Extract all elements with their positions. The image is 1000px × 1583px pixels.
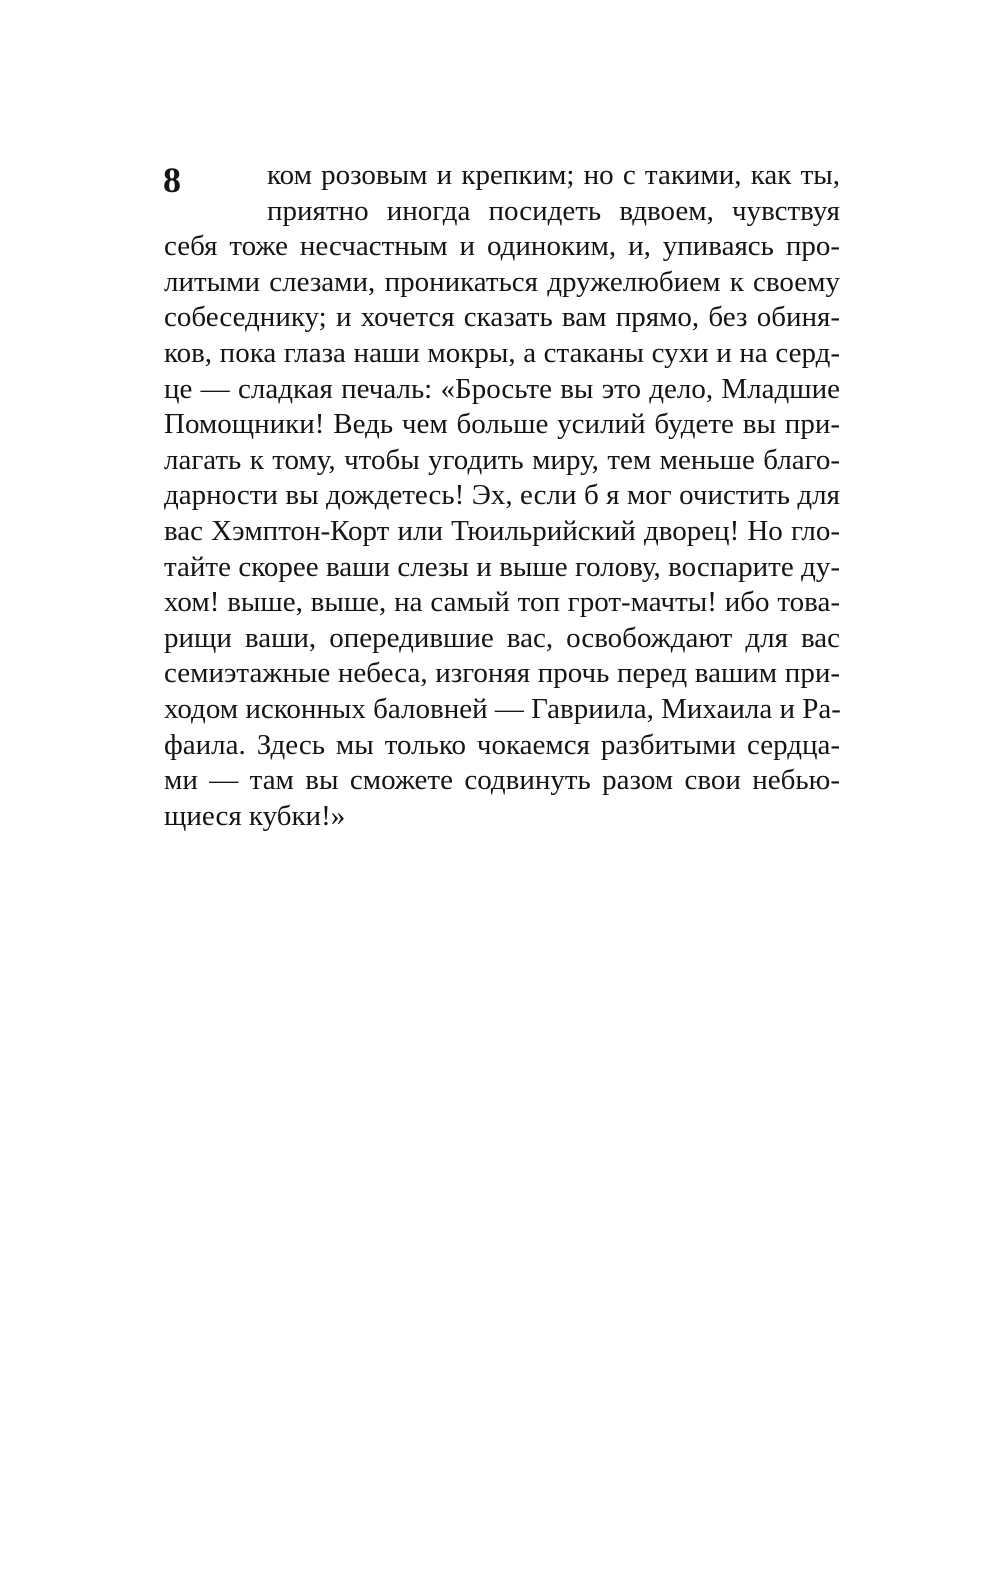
text-line: семиэтажные небеса, изгоняя прочь перед вашим при- bbox=[164, 657, 840, 690]
text-line: це — сладкая печаль: «Бросьте вы это дело, Младшие bbox=[164, 372, 840, 405]
text-line: дарности вы дождетесь! Эх, если б я мог очистить для bbox=[164, 479, 840, 512]
text-line: фаила. Здесь мы только чокаемся разбитыми сердца- bbox=[164, 728, 840, 761]
text-line: Помощники! Ведь чем больше усилий будете вы при- bbox=[164, 408, 840, 441]
text-line: ми — там вы сможете содвинуть разом свои небью- bbox=[164, 764, 840, 797]
text-line: лагать к тому, чтобы угодить миру, тем меньше благо- bbox=[164, 443, 840, 476]
text-line: себя тоже несчастным и одиноким, и, упиваясь про- bbox=[164, 230, 840, 263]
text-line: вас Хэмптон-Корт или Тюильрийский дворец! Но гло- bbox=[164, 514, 840, 547]
text-line: ком розовым и крепким; но с такими, как ты, bbox=[267, 159, 840, 191]
text-line: ков, пока глаза наши мокры, а стаканы сухи и на серд- bbox=[164, 336, 840, 369]
text-line: приятно иногда посидеть вдвоем, чувствуя bbox=[267, 194, 840, 227]
text-line: щиеся кубки!» bbox=[164, 799, 346, 832]
text-line: собеседнику; и хочется сказать вам прямо, без обиня- bbox=[164, 301, 840, 334]
text-line: литыми слезами, проникаться дружелюбием к своему bbox=[164, 265, 840, 298]
text-line: рищи ваши, опередившие вас, освобождают для вас bbox=[164, 621, 840, 654]
page-number: 8 bbox=[163, 160, 181, 200]
text-line: тайте скорее ваши слезы и выше голову, воспарите ду- bbox=[164, 550, 840, 583]
text-line: хом! выше, выше, на самый топ грот-мачты! ибо това- bbox=[164, 586, 840, 619]
text-line: ходом исконных баловней — Гавриила, Михаила и Ра- bbox=[164, 692, 841, 725]
body-text bbox=[164, 158, 840, 834]
